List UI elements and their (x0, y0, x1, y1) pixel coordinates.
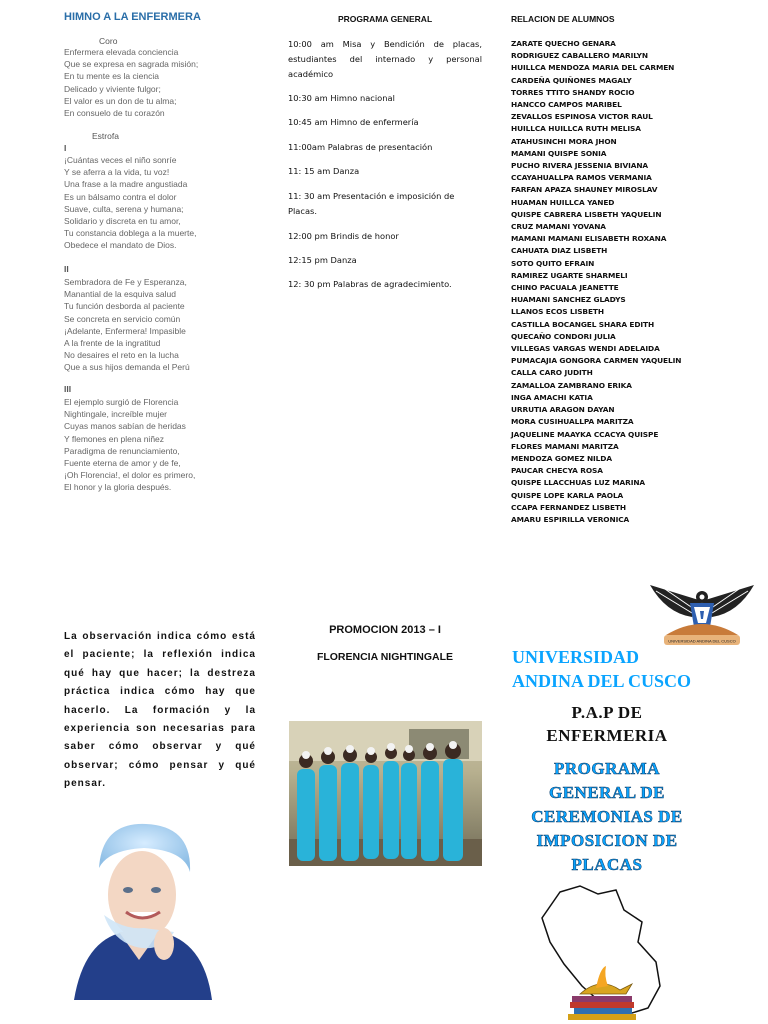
students-list (511, 38, 681, 526)
student-name: CARDEÑA QUIÑONES MAGALY (511, 75, 632, 85)
student-name: QUISPE LLACCHUAS LUZ MARINA (511, 478, 646, 488)
program-item: 12:00 pm Brindis de honor (288, 231, 399, 241)
program-item: 10:45 am Himno de enfermería (288, 117, 419, 127)
student-name: CASTILLA BOCANGEL SHARA EDITH (511, 319, 655, 329)
student-name: URRUTIA ARAGON DAYAN (511, 405, 615, 415)
school-name: P.A.P DE ENFERMERIA (546, 703, 668, 745)
coro-label: Coro (99, 36, 118, 46)
student-name: CCAYAHUALLPA RAMOS VERMANIA (511, 173, 652, 183)
student-name: FLORES MAMANI MARITZA (511, 441, 619, 451)
document-title: PROGRAMA GENERAL DE CEREMONIAS DE IMPOSICION DE PLACAS (531, 759, 683, 874)
program-item: 10:30 am Himno nacional (288, 93, 395, 103)
student-name: ZAMALLOA ZAMBRANO ERIKA (511, 380, 632, 390)
program-item: 11:00am Palabras de presentación (288, 142, 433, 152)
student-name: CRUZ MAMANI YOVANA (511, 222, 606, 232)
estrofa-label: Estrofa (92, 131, 119, 141)
program-item: 11: 15 am Danza (288, 166, 360, 176)
student-name: INGA AMACHI KATIA (511, 392, 593, 402)
student-name: HUILLCA HUILLCA RUTH MELISA (511, 124, 641, 134)
student-name: CHINO PACUALA JEANETTE (511, 283, 619, 293)
student-name: ATAHUSINCHI MORA JHON (511, 136, 617, 146)
student-name: ZEVALLOS ESPINOSA VICTOR RAUL (511, 112, 653, 122)
program-item: 10:00 am Misa y Bendición de placas, estudiantes del internado y personal académico (288, 39, 482, 79)
university-name: UNIVERSIDAD ANDINA DEL CUSCO (512, 647, 692, 691)
student-name: PAUCAR CHECYA ROSA (511, 466, 603, 476)
coro-text: Enfermera elevada conciencia Que se expresa en sagrada misión; En tu mente es la ciencia Delicado y viviente fulgor; El valor es un don de tu alma; En consuelo de tu corazón (64, 47, 199, 119)
nightingale-quote: La observación indica cómo está el paciente; la reflexión indica qué hay que hacer; la destreza práctica indica cómo hay que hacerlo. La formación y la experiencia son necesarias para saber cómo observar y qué observar; cómo pensar y qué pensar. (64, 631, 256, 790)
student-name: FARFAN APAZA SHAUNEY MIROSLAV (511, 185, 658, 195)
student-name: QUISPE CABRERA LISBETH YAQUELIN (511, 209, 662, 219)
student-name: SOTO QUITO EFRAIN (511, 258, 595, 268)
student-name: VILLEGAS VARGAS WENDI ADELAIDA (511, 344, 660, 354)
student-name: HUAMAN HUILLCA YANED (511, 197, 615, 207)
student-name: AMARU ESPIRILLA VERONICA (511, 514, 630, 524)
verse-1-text: ¡Cuántas veces el niño sonríe Y se aferra a la vida, tu voz! Una frase a la madre angustiada Es un bálsamo contra el dolor Suave, culta, serena y humana; Solidario y discreta en tu amor, Tu constancia doblega a la muerte, Obedece el mandato de Dios. (64, 155, 197, 251)
verse-3-number: III (64, 384, 72, 394)
promotion-title: PROMOCION 2013 – I (329, 624, 441, 636)
student-name: MORA CUSIHUALLPA MARITZA (511, 417, 634, 427)
program-item-text: 11: 30 am Presentación e imposición de Placas. (288, 191, 455, 216)
student-name: HUILLCA MENDOZA MARIA DEL CARMEN (511, 63, 675, 73)
verse-2-text: Sembradora de Fe y Esperanza, Manantial de la esquiva salud Tu función desborda al paciente Se concreta en servicio común ¡Adelante, Enfermera! Impasible A la frente de la ingratitud No desaires el reto en la lucha Que a sus hijos demanda el Perú (64, 277, 190, 373)
student-name: MENDOZA GOMEZ NILDA (511, 453, 612, 463)
promotion-name: FLORENCIA NIGHTINGALE (316, 651, 454, 663)
student-name: PUMACAJIA GONGORA CARMEN YAQUELIN (511, 356, 682, 366)
peru-map-lamp-image (520, 882, 680, 1020)
group-photo (289, 721, 482, 866)
verse-1-number: I (64, 143, 67, 153)
student-name: QUISPE LOPE KARLA PAOLA (511, 490, 624, 500)
logo-caption: UNIVERSIDAD ANDINA DEL CUSCO (668, 638, 736, 644)
student-name: RODRIGUEZ CABALLERO MARILYN (511, 51, 649, 61)
group-photo-scene (289, 721, 482, 866)
student-name: CALLA CARO JUDITH (511, 368, 593, 378)
student-name: LLANOS ECOS LISBETH (511, 307, 604, 317)
students-title: RELACION DE ALUMNOS (511, 14, 615, 24)
hymn-title: HIMNO A LA ENFERMERA (64, 11, 201, 23)
nurse-portrait-image (64, 820, 214, 1000)
verse-2-number: II (64, 264, 69, 274)
program-item: 12: 30 pm Palabras de agradecimiento. (288, 279, 452, 289)
student-name: CCAPA FERNANDEZ LISBETH (511, 502, 626, 512)
student-name: ZARATE QUECHO GENARA (511, 39, 616, 48)
student-name: JAQUELINE MAAYKA CCACYA QUISPE (511, 429, 659, 439)
student-name: PUCHO RIVERA JESSENIA BIVIANA (511, 161, 649, 171)
student-name: TORRES TTITO SHANDY ROCIO (511, 87, 635, 97)
student-name: MAMANI MAMANI ELISABETH ROXANA (511, 234, 667, 244)
program-item (288, 189, 468, 219)
student-name: CAHUATA DIAZ LISBETH (511, 246, 608, 256)
student-name: MAMANI QUISPE SONIA (511, 148, 607, 158)
student-name: HANCCO CAMPOS MARIBEL (511, 100, 622, 110)
student-name: RAMIREZ UGARTE SHARMELI (511, 270, 628, 280)
verse-3-text: El ejemplo surgió de Florencia Nightingale, increíble mujer Cuyas manos sabían de heridas Y flemones en plena niñez Paradigma de renunciamiento, Fuente eterna de amor y de fe, ¡Oh Florencia!, el dolor es primero, El honor y la gloria después. (64, 397, 196, 493)
student-name: QUECAÑO CONDORI JULIA (511, 331, 616, 341)
student-name: HUAMANI SANCHEZ GLADYS (511, 295, 626, 305)
university-eagle-logo (646, 583, 758, 651)
program-title: PROGRAMA GENERAL (338, 14, 433, 24)
program-item: 12:15 pm Danza (288, 255, 357, 265)
